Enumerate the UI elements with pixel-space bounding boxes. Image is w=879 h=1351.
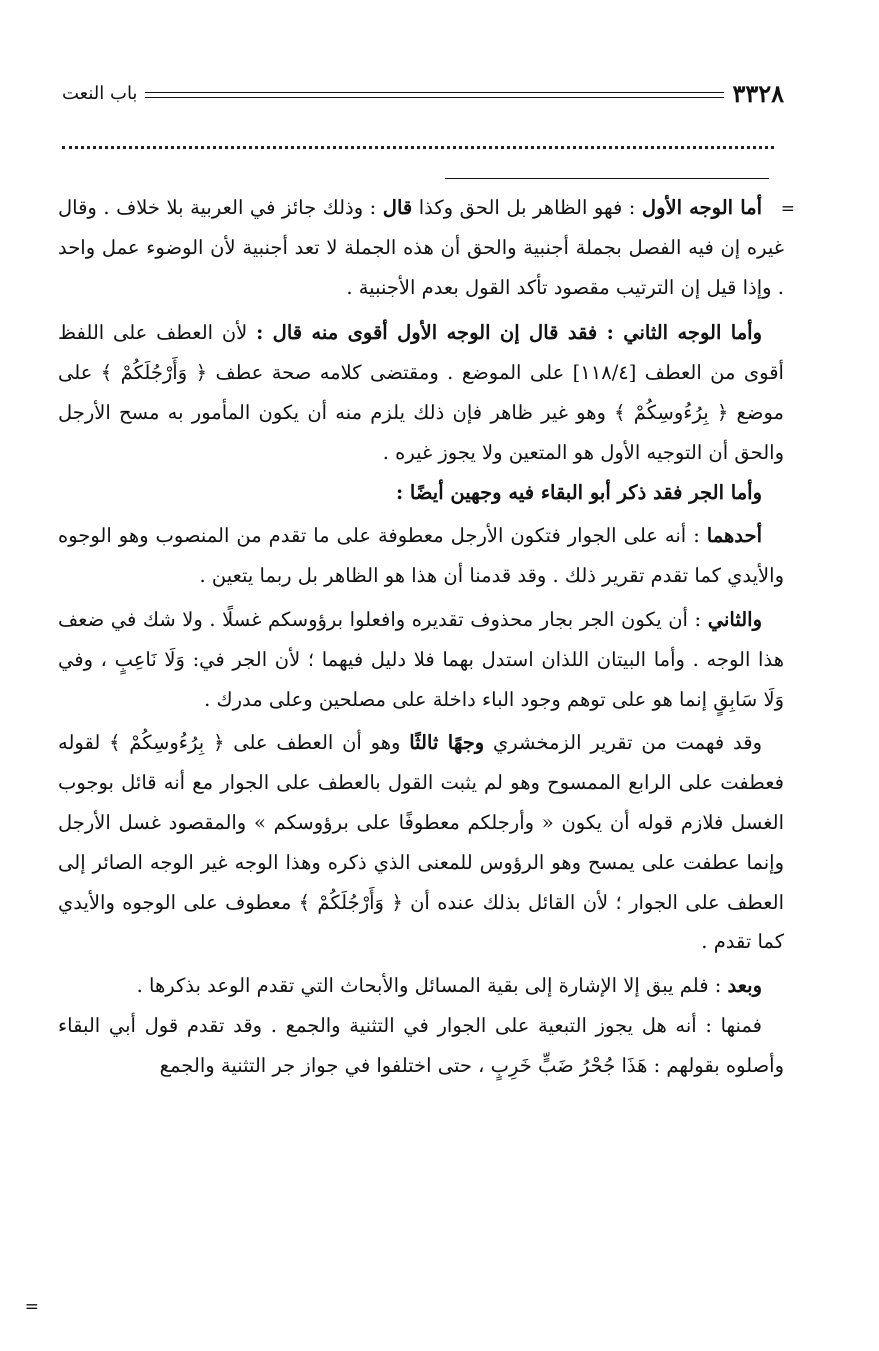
paragraph-first-of-two: أحدهما : أنه على الجوار فتكون الأرجل معطوفة على ما تقدم من المنصوب وهو الوجوه والأيدي كما تقدم تقرير ذلك . وقد قدمنا أن هذا هو الظاهر بل ربما يتعين .: [58, 524, 784, 588]
paragraph-among-them: فمنها : أنه هل يجوز التبعية على الجوار في التثنية والجمع . وقد تقدم قول أبي البقاء وأصلوه بقولهم : هَذَا جُحْرُ ضَبٍّ خَرِبٍ ، حتى اختلفوا في جواز جر التثنية والجمع: [58, 1013, 784, 1077]
running-title: باب النعت: [62, 82, 138, 104]
header-double-rule: [145, 92, 724, 98]
paragraph-first-aspect: أما الوجه الأول : فهو الظاهر بل الحق وكذا قال : وذلك جائز في العربية بلا خلاف . وقال غيره إن فيه الفصل بجملة أجنبية والحق أن هذه الجملة لا تعد أجنبية لأن الوضوء عمل واحد . وإذا قيل إن الترتيب مقصود تأكد القول بعدم الأجنبية .: [58, 196, 784, 299]
paragraph-bold-word: قال: [382, 196, 413, 219]
paragraph-lead: وأما الجر فقد ذكر أبو البقاء فيه وجهين أيضًا :: [395, 480, 762, 504]
footnote-text: [58, 188, 784, 1086]
paragraph-lead: أحدهما: [706, 524, 762, 548]
paragraph-lead: أما الوجه الأول: [641, 196, 762, 219]
dotted-separator: [62, 146, 774, 158]
page-number: ٣٣٢٨: [732, 78, 784, 108]
paragraph-lead: والثاني: [707, 607, 762, 631]
paragraph-third-aspect: وقد فهمت من تقرير الزمخشري وجهًا ثالثًا وهو أن العطف على ﴿ بِرُءُوسِكُمْ ﴾ لقوله فعطفت على الرابع الممسوح وهو لم يثبت القول بالعطف على الجوار مع أنه قائل بوجوب الغسل فلازم قوله أن يكون « وأرجلكم معطوفًا على برؤوسكم » والمقصود غسل الأرجل وإنما عطفت على يمسح وهو الرؤوس للمعنى الذي ذكره وهذا الوجه غير الوجه الصائر إلى العطف على الجوار ؛ لأن القائل بذلك عنده أن ﴿ وَأَرْجُلَكُمْ ﴾ معطوف على الوجوه والأيدي كما تقدم .: [58, 731, 784, 954]
paragraph-genitive-heading: [58, 473, 784, 513]
paragraph-lead: وجهًا ثالثًا: [409, 731, 485, 755]
page-header: [62, 78, 784, 108]
footnote-rule: [445, 178, 769, 179]
paragraph-lead: وبعد: [727, 974, 762, 998]
paragraph-second-aspect: وأما الوجه الثاني : فقد قال إن الوجه الأول أقوى منه قال : لأن العطف على اللفظ أقوى من العطف [١١٨/٤] على الموضع . ومقتضى كلامه صحة عطف ﴿ وَأَرْجُلَكُمْ ﴾ على موضع ﴿ بِرُءُوسِكُمْ ﴾ وهو غير ظاهر فإن ذلك يلزم منه أن يكون المأمور به مسح الأرجل والحق أن التوجيه الأول هو المتعين ولا يجوز غيره .: [58, 321, 784, 464]
continuation-mark-top: =: [780, 199, 795, 219]
paragraph-afterwards: وبعد : فلم يبق إلا الإشارة إلى بقية المسائل والأبحاث التي تقدم الوعد بذكرها .: [136, 974, 762, 998]
paragraph-lead: وأما الوجه الثاني : فقد قال إن الوجه الأول أقوى منه قال :: [256, 321, 762, 345]
continuation-mark-bottom: =: [24, 1297, 39, 1317]
paragraph-second-of-two: والثاني : أن يكون الجر بجار محذوف تقديره وافعلوا برؤوسكم غسلًا . ولا شك في ضعف هذا الوجه . وأما البيتان اللذان استدل بهما فلا دليل فيهما ؛ لأن الجر في: وَلَا نَاعِبٍ ، وفي وَلَا سَابِقٍ إنما هو على توهم وجود الباء داخلة على مصلحين وعلى مدرك .: [58, 607, 784, 711]
